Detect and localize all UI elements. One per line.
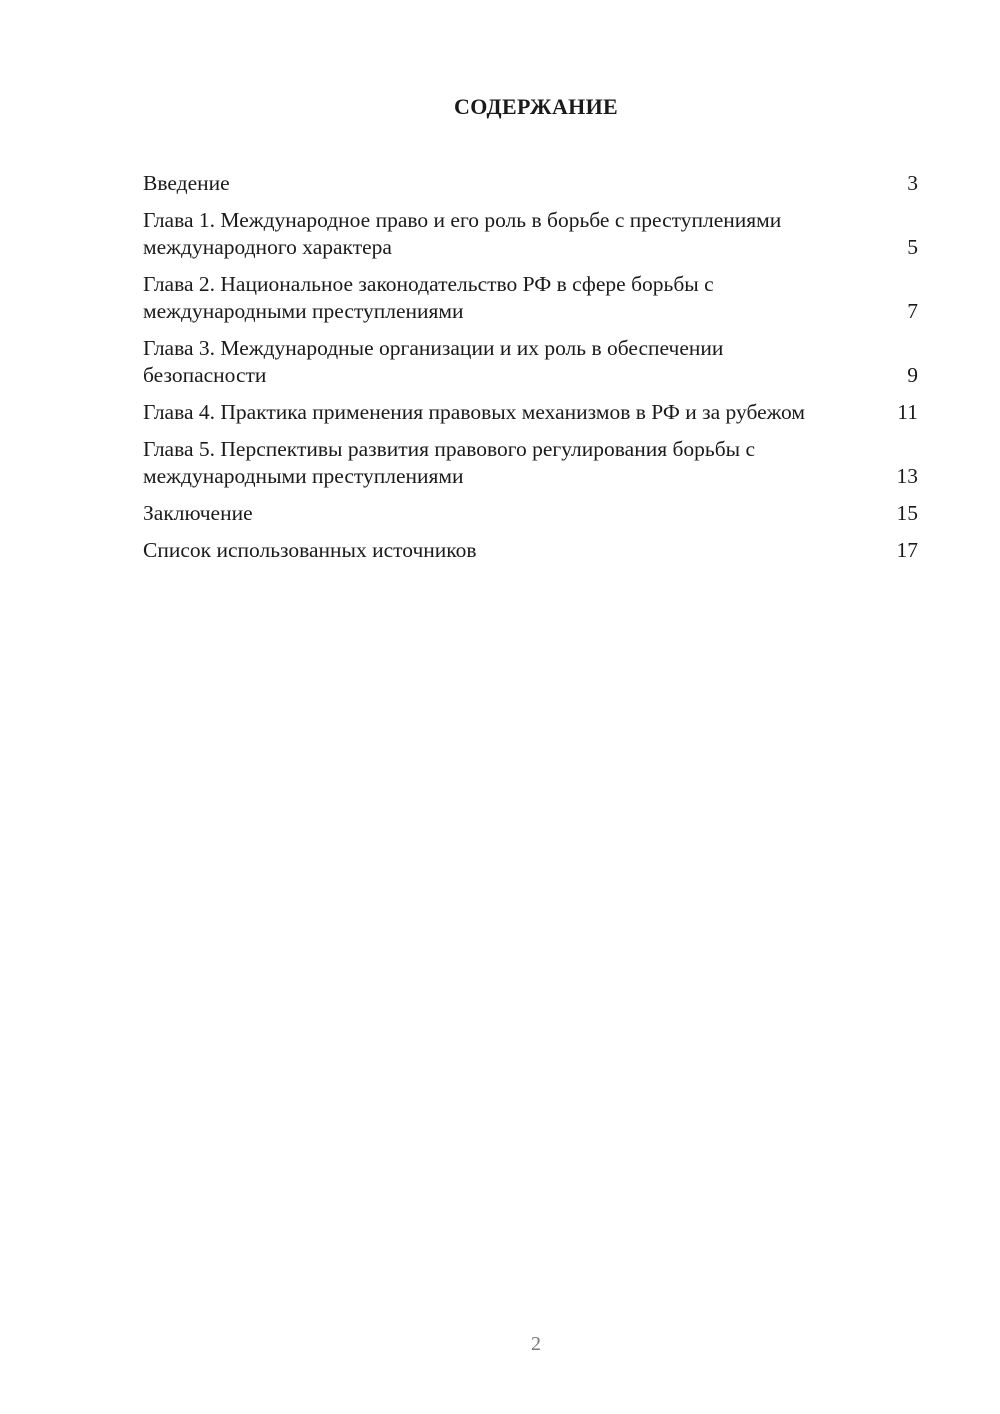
page-number: 2: [531, 1333, 541, 1355]
toc-entry: [143, 207, 918, 261]
toc-entry-text: Глава 3. Международные организации и их роль в обеспечении безопасности: [143, 336, 724, 387]
toc-entry-page: 7: [907, 299, 918, 323]
toc-entry: [143, 271, 918, 325]
toc-entry-text: Список использованных источников: [143, 538, 477, 562]
toc-entry-text: Введение: [143, 171, 230, 195]
toc-entry: [143, 500, 918, 527]
toc-entry-text: Заключение: [143, 501, 253, 525]
toc-entry-page: 5: [907, 235, 918, 259]
toc-entry-text: Глава 2. Национальное законодательство РФ в сфере борьбы с международными преступлениями: [143, 272, 714, 323]
toc-entry-page: 17: [896, 538, 918, 562]
toc-entry: [143, 537, 918, 564]
toc-entry: [143, 170, 918, 197]
toc-entry-page: 13: [896, 464, 918, 488]
toc-entry: [143, 436, 918, 490]
toc-entry-page: 3: [907, 171, 918, 195]
toc-entry-text: Глава 5. Перспективы развития правового регулирования борьбы с международными преступлениями: [143, 437, 756, 488]
toc-entry-page: 9: [907, 363, 918, 387]
toc-entry-page: 11: [897, 400, 918, 424]
toc-entry: [143, 399, 918, 426]
toc-entry-text: Глава 4. Практика применения правовых механизмов в РФ и за рубежом: [143, 400, 805, 424]
toc-entry-text: Глава 1. Международное право и его роль в борьбе с преступлениями международного характера: [143, 208, 782, 259]
toc-entry-page: 15: [896, 501, 918, 525]
table-of-contents: [143, 170, 918, 574]
toc-title: СОДЕРЖАНИЕ: [454, 94, 618, 119]
toc-entry: [143, 335, 918, 389]
